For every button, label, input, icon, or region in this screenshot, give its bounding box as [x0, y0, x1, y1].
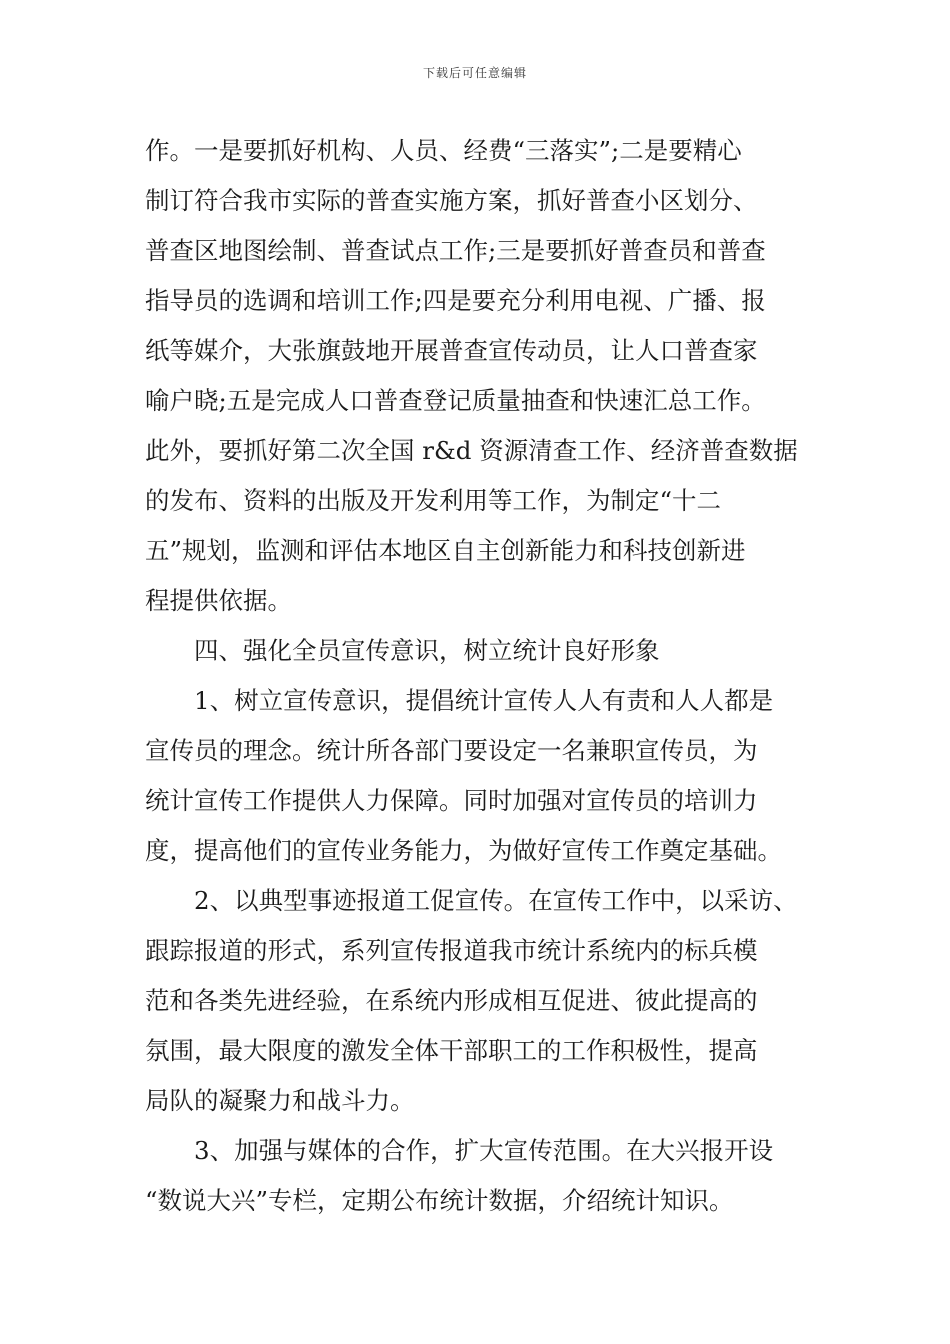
text-line: 制订符合我市实际的普查实施方案，抓好普查小区划分、 [145, 186, 758, 215]
text-line: 1、树立宣传意识，提倡统计宣传人人有责和人人都是 [145, 686, 774, 715]
text-line: 局队的凝聚力和战斗力。 [145, 1086, 415, 1115]
text-line: 此外，要抓好第二次全国 r&d 资源清查工作、经济普查数据 [145, 436, 798, 465]
document-body [145, 126, 825, 1226]
text-line: 氛围，最大限度的激发全体干部职工的工作积极性，提高 [145, 1036, 758, 1065]
text-line: 五”规划，监测和评估本地区自主创新能力和科技创新进 [145, 536, 746, 565]
text-line: 普查区地图绘制、普查试点工作;三是要抓好普查员和普查 [145, 236, 766, 265]
text-line: 的发布、资料的出版及开发利用等工作，为制定“十二 [145, 486, 722, 515]
text-line: “数说大兴”专栏，定期公布统计数据，介绍统计知识。 [145, 1186, 734, 1215]
text-line: 喻户晓;五是完成人口普查登记质量抽查和快速汇总工作。 [145, 386, 766, 415]
text-line: 度，提高他们的宣传业务能力，为做好宣传工作奠定基础。 [145, 836, 782, 865]
text-line: 3、加强与媒体的合作，扩大宣传范围。在大兴报开设 [145, 1136, 774, 1165]
text-line: 统计宣传工作提供人力保障。同时加强对宣传员的培训力 [145, 786, 758, 815]
text-line: 2、以典型事迹报道工促宣传。在宣传工作中，以采访、 [145, 886, 798, 915]
text-line: 指导员的选调和培训工作;四是要充分利用电视、广播、报 [145, 286, 766, 315]
page-header: 下载后可任意编辑 [422, 66, 527, 80]
text-line: 作。一是要抓好机构、人员、经费“三落实”;二是要精心 [145, 136, 742, 165]
section-heading: 四、强化全员宣传意识，树立统计良好形象 [145, 636, 660, 665]
text-line: 宣传员的理念。统计所各部门要设定一名兼职宣传员，为 [145, 736, 758, 765]
text-line: 范和各类先进经验，在系统内形成相互促进、彼此提高的 [145, 986, 758, 1015]
text-line: 纸等媒介，大张旗鼓地开展普查宣传动员，让人口普查家 [145, 336, 758, 365]
text-line: 程提供依据。 [145, 586, 292, 615]
text-line: 跟踪报道的形式，系列宣传报道我市统计系统内的标兵模 [145, 936, 758, 965]
